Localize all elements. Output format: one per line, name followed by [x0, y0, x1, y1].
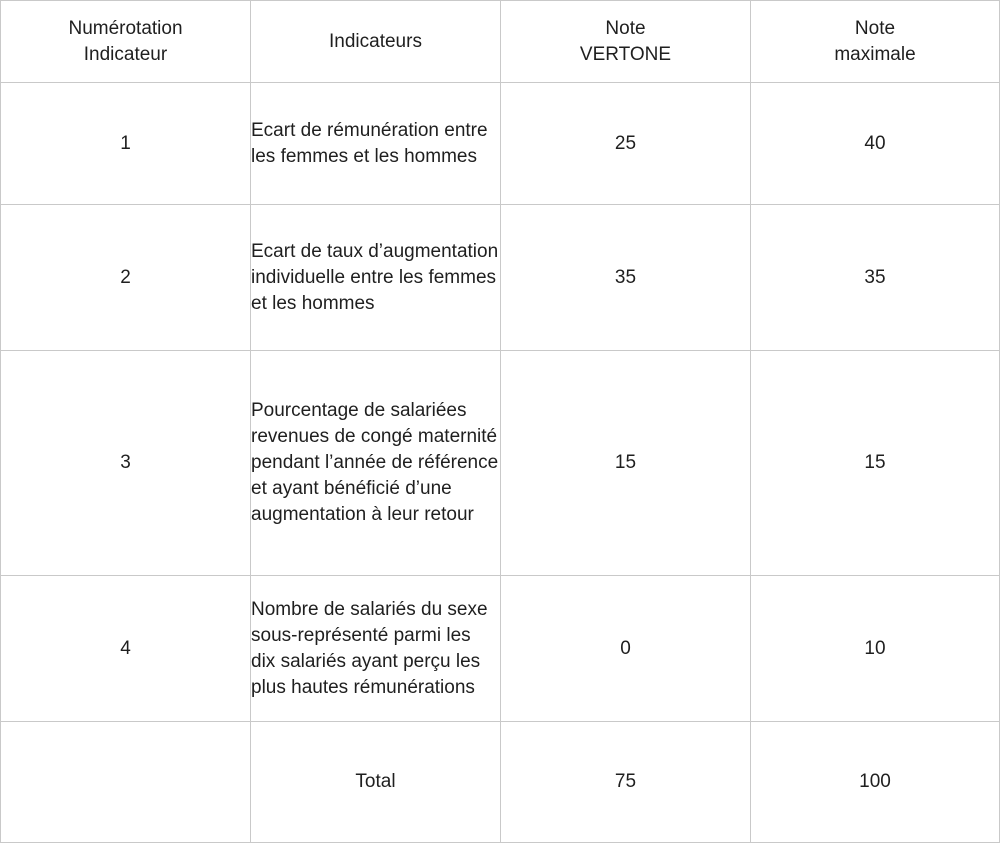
- header-note-vertone-line-2: VERTONE: [579, 43, 672, 65]
- total-note-max: 100: [751, 722, 1000, 843]
- row-number: 4: [1, 576, 251, 722]
- table-row: [1, 576, 1000, 722]
- table-row: [1, 83, 1000, 205]
- row-note-vertone: 0: [501, 576, 751, 722]
- row-note-max: 40: [751, 83, 1000, 205]
- header-indicateurs: [251, 1, 501, 83]
- total-label: Total: [251, 722, 501, 843]
- row-note-max: 15: [751, 351, 1000, 576]
- header-note-vertone: [501, 1, 751, 83]
- header-note-vertone-line-1: Note: [605, 17, 646, 39]
- row-note-vertone: 15: [501, 351, 751, 576]
- row-number: 2: [1, 205, 251, 351]
- row-note-max: 35: [751, 205, 1000, 351]
- row-note-max: 10: [751, 576, 1000, 722]
- total-note-vertone: 75: [501, 722, 751, 843]
- row-note-vertone: 25: [501, 83, 751, 205]
- row-indicator: Pourcentage de salariées revenues de congé maternité pendant l’année de référence et ayant bénéficié d’une augmentation à leur retour: [251, 351, 501, 576]
- total-row: [1, 722, 1000, 843]
- header-note-maximale-line-1: Note: [854, 17, 896, 39]
- header-row: [1, 1, 1000, 83]
- header-numerotation-line-1: Numérotation: [68, 17, 183, 39]
- header-numerotation-line-2: Indicateur: [83, 43, 168, 65]
- row-number: 1: [1, 83, 251, 205]
- table-row: [1, 205, 1000, 351]
- header-numerotation: [1, 1, 251, 83]
- table-row: [1, 351, 1000, 576]
- header-note-maximale: [751, 1, 1000, 83]
- header-indicateurs-line-1: Indicateurs: [329, 30, 422, 52]
- row-indicator: Ecart de rémunération entre les femmes et les hommes: [251, 83, 501, 205]
- row-indicator: Nombre de salariés du sexe sous-représenté parmi les dix salariés ayant perçu les plus hautes rémunérations: [251, 576, 501, 722]
- row-indicator: Ecart de taux d’augmentation individuelle entre les femmes et les hommes: [251, 205, 501, 351]
- row-note-vertone: 35: [501, 205, 751, 351]
- header-note-maximale-line-2: maximale: [834, 43, 916, 65]
- row-number: 3: [1, 351, 251, 576]
- total-number-empty: [1, 722, 251, 843]
